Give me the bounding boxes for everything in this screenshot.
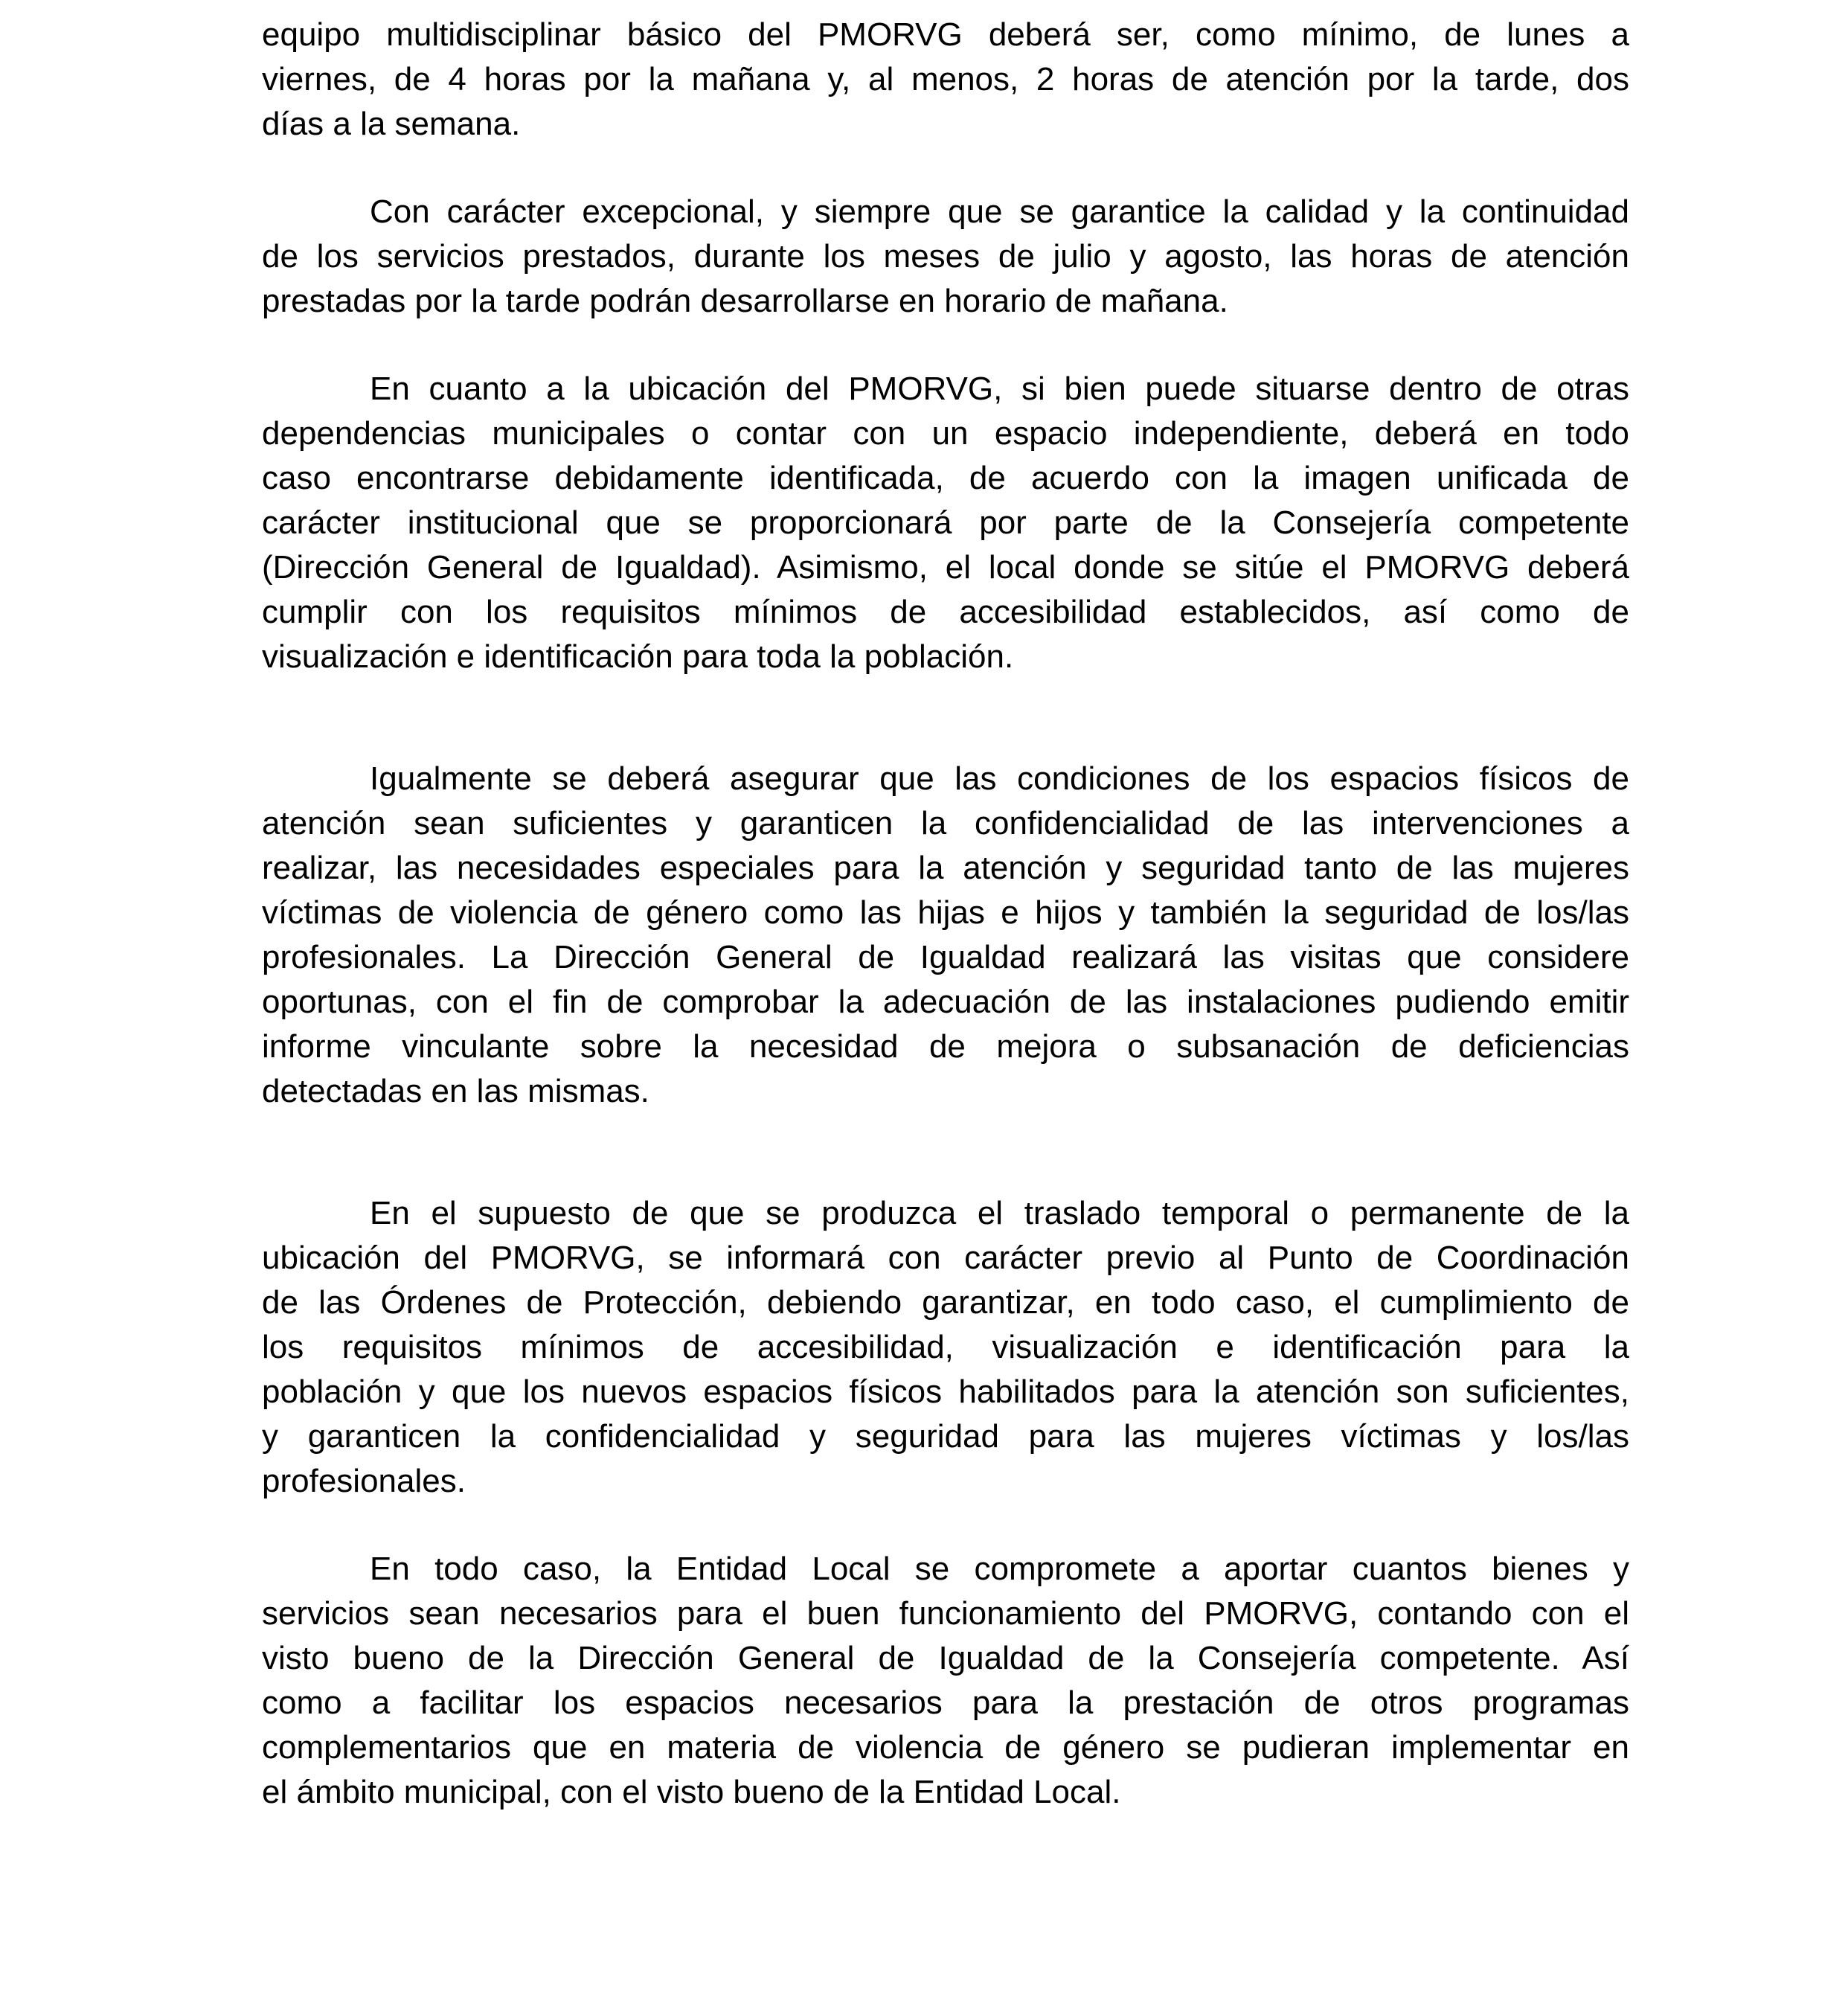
text-line: profesionales. xyxy=(262,1463,466,1499)
paragraph xyxy=(262,367,1629,679)
text-line: En todo caso, la Entidad Local se compromete a aportar cuantos bienes y xyxy=(370,1551,1629,1587)
text-line: como a facilitar los espacios necesarios para la prestación de otros programas xyxy=(262,1685,1629,1721)
text-line: dependencias municipales o contar con un espacio independiente, deberá en todo xyxy=(262,415,1629,452)
text-line: realizar, las necesidades especiales para la atención y seguridad tanto de las mujeres xyxy=(262,850,1629,886)
paragraph xyxy=(262,13,1629,147)
paragraph xyxy=(262,757,1629,1114)
paragraph xyxy=(262,1191,1629,1504)
text-line: el ámbito municipal, con el visto bueno de la Entidad Local. xyxy=(262,1774,1121,1810)
text-line: viernes, de 4 horas por la mañana y, al menos, 2 horas de atención por la tarde, dos xyxy=(262,61,1629,97)
text-line: En cuanto a la ubicación del PMORVG, si bien puede situarse dentro de otras xyxy=(370,371,1629,407)
text-line: caso encontrarse debidamente identificada, de acuerdo con la imagen unificada de xyxy=(262,460,1629,496)
text-line: Con carácter excepcional, y siempre que se garantice la calidad y la continuidad xyxy=(370,193,1629,230)
text-line: equipo multidisciplinar básico del PMORVG deberá ser, como mínimo, de lunes a xyxy=(262,16,1629,53)
text-line: oportunas, con el fin de comprobar la adecuación de las instalaciones pudiendo emitir xyxy=(262,984,1629,1020)
text-line: detectadas en las mismas. xyxy=(262,1073,649,1109)
text-line: complementarios que en materia de violencia de género se pudieran implementar en xyxy=(262,1729,1629,1766)
text-line: En el supuesto de que se produzca el traslado temporal o permanente de la xyxy=(370,1195,1629,1231)
text-line: de los servicios prestados, durante los meses de julio y agosto, las horas de atención xyxy=(262,238,1629,275)
text-line: Igualmente se deberá asegurar que las condiciones de los espacios físicos de xyxy=(370,760,1629,797)
text-line: población y que los nuevos espacios físicos habilitados para la atención son suficientes, xyxy=(262,1373,1629,1410)
text-line: de las Órdenes de Protección, debiendo garantizar, en todo caso, el cumplimiento de xyxy=(262,1284,1629,1321)
text-line: informe vinculante sobre la necesidad de mejora o subsanación de deficiencias xyxy=(262,1028,1629,1065)
paragraph xyxy=(262,190,1629,324)
text-line: visto bueno de la Dirección General de Igualdad de la Consejería competente. Así xyxy=(262,1640,1629,1676)
paragraph xyxy=(262,1547,1629,1815)
text-line: (Dirección General de Igualdad). Asimismo, el local donde se sitúe el PMORVG deberá xyxy=(262,549,1629,586)
text-line: y garanticen la confidencialidad y seguridad para las mujeres víctimas y los/las xyxy=(262,1418,1629,1455)
text-line: atención sean suficientes y garanticen la confidencialidad de las intervenciones a xyxy=(262,805,1629,842)
text-line: prestadas por la tarde podrán desarrollarse en horario de mañana. xyxy=(262,283,1228,319)
document-text-block xyxy=(262,13,1629,1815)
text-line: cumplir con los requisitos mínimos de accesibilidad establecidos, así como de xyxy=(262,594,1629,630)
text-line: servicios sean necesarios para el buen funcionamiento del PMORVG, contando con el xyxy=(262,1595,1629,1632)
text-line: días a la semana. xyxy=(262,106,521,142)
text-line: los requisitos mínimos de accesibilidad, visualización e identificación para la xyxy=(262,1329,1629,1365)
text-line: profesionales. La Dirección General de Igualdad realizará las visitas que considere xyxy=(262,939,1629,975)
text-line: víctimas de violencia de género como las hijas e hijos y también la seguridad de los/las xyxy=(262,894,1629,931)
text-line: visualización e identificación para toda la población. xyxy=(262,638,1014,675)
text-line: carácter institucional que se proporcionará por parte de la Consejería competente xyxy=(262,504,1629,541)
text-line: ubicación del PMORVG, se informará con carácter previo al Punto de Coordinación xyxy=(262,1240,1629,1276)
